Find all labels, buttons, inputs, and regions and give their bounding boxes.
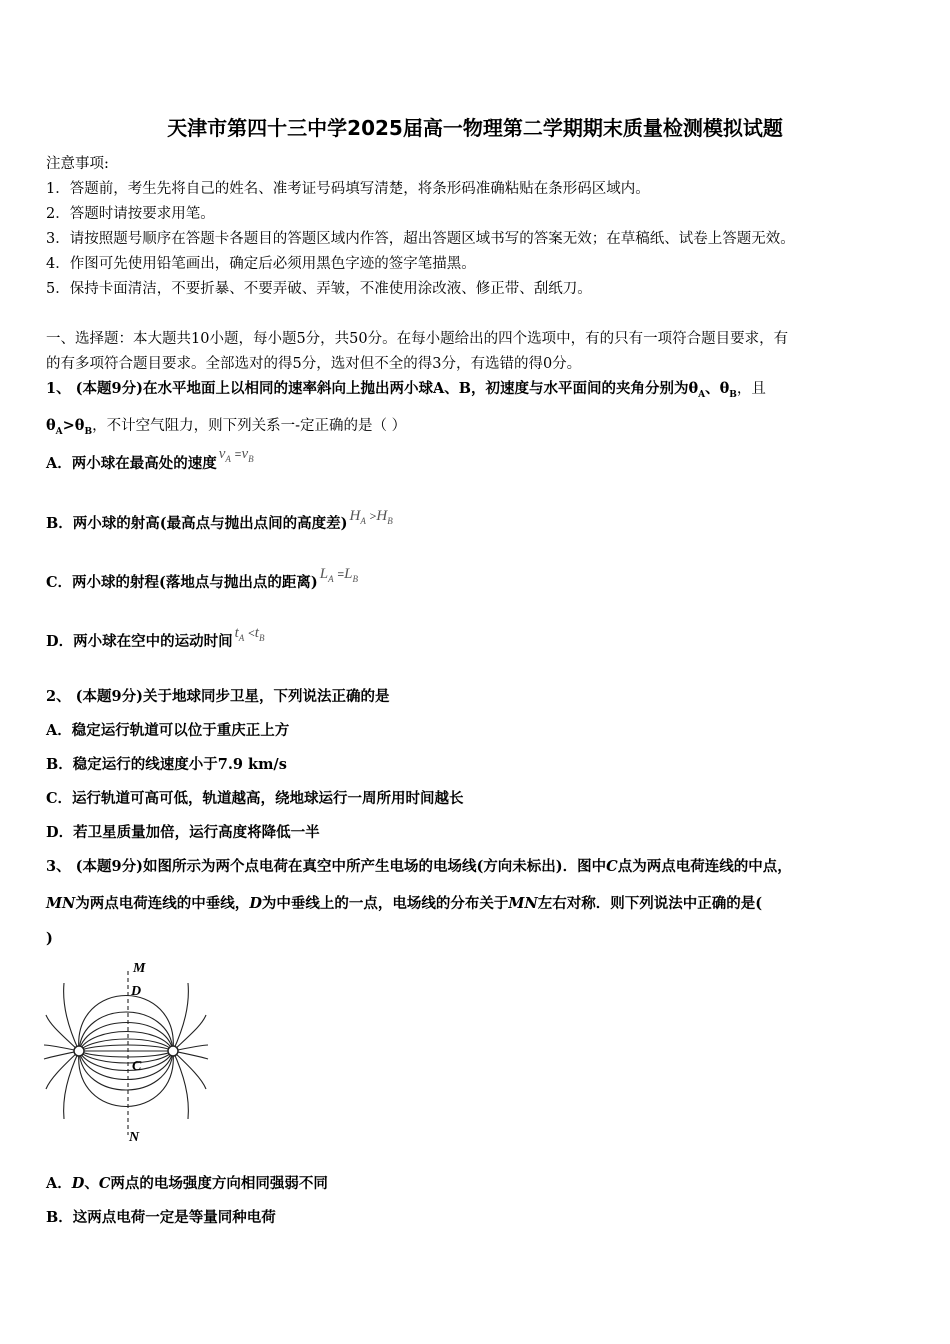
right-charge [168, 1046, 178, 1056]
question-1-stem: 1、 (本题9分)在水平地面上以相同的速率斜向上抛出两小球A、B，初速度与水平面间的夹角分别为$\theta_A$、$\theta_B$，且 [46, 380, 766, 400]
section-intro-line: 的有多项符合题目要求。全部选对的得5分，选对但不全的得3分，有选错的得0分。 [46, 356, 582, 372]
label-c: C [132, 1059, 142, 1074]
section-intro-line: 一、选择题：本大题共10小题，每小题5分，共50分。在每小题给出的四个选项中，有的只有一项符合题目要求，有 [46, 331, 789, 347]
label-d: D [131, 984, 142, 999]
question-3-stem-cont: MN为两点电荷连线的中垂线，D为中垂线上的一点，电场线的分布关于MN左右对称．则下列说法中正确的是( [46, 895, 763, 912]
question-1-option-a: A．两小球在最高处的速度$v_A =v_B$ [46, 446, 254, 472]
question-3-stem-close: ) [46, 930, 53, 947]
left-charge [74, 1046, 84, 1056]
notice-item: 4．作图可先使用铅笔画出，确定后必须用黑色字迹的签字笔描黑。 [46, 256, 476, 272]
question-3-stem: 3、 (本题9分)如图所示为两个点电荷在真空中所产生电场的电场线(方向未标出)．图中C点为两点电荷连线的中点， [46, 858, 792, 875]
question-3-option-a: A．D、C两点的电场强度方向相同强弱不同 [46, 1175, 328, 1192]
notice-item: 5．保持卡面清洁，不要折暴、不要弄破、弄皱，不准使用涂改液、修正带、刮纸刀。 [46, 281, 592, 297]
question-1-option-b: B．两小球的射高(最高点与抛出点间的高度差) $H_A >H_B$ [46, 508, 393, 532]
label-n: N [129, 1130, 140, 1145]
question-1-stem-cont: $\theta_A>\theta_B$，不计空气阻力，则下列关系一-定正确的是（ ） [46, 417, 407, 437]
question-2-option: A．稳定运行轨道可以位于重庆正上方 [46, 722, 290, 739]
question-2-option: B．稳定运行的线速度小于7.9 km/s [46, 756, 287, 773]
notice-heading: 注意事项: [46, 156, 109, 172]
notice-item: 1．答题前，考生先将自己的姓名、准考证号码填写清楚，将条形码准确粘贴在条形码区域内。 [46, 181, 650, 197]
question-2-stem: 2、 (本题9分)关于地球同步卫星，下列说法正确的是 [46, 688, 390, 705]
question-1-option-d: D．两小球在空中的运动时间 $t_A <t_B$ [46, 625, 265, 650]
question-2-option: C．运行轨道可高可低，轨道越高，绕地球运行一周所用时间越长 [46, 790, 464, 807]
page-title: 天津市第四十三中学2025届高一物理第二学期期末质量检测模拟试题 [167, 116, 783, 140]
question-2-option: D．若卫星质量加倍，运行高度将降低一半 [46, 824, 320, 841]
notice-item: 2．答题时请按要求用笔。 [46, 206, 215, 222]
electric-field-figure [40, 955, 215, 1145]
notice-item: 3．请按照题号顺序在答题卡各题目的答题区域内作答，超出答题区域书写的答案无效；在草稿纸、试卷上答题无效。 [46, 231, 795, 247]
question-3-option-b: B．这两点电荷一定是等量同种电荷 [46, 1209, 276, 1226]
label-m: M [133, 961, 146, 976]
question-1-option-c: C．两小球的射程(落地点与抛出点的距离) $L_A =L_B$ [46, 566, 358, 591]
